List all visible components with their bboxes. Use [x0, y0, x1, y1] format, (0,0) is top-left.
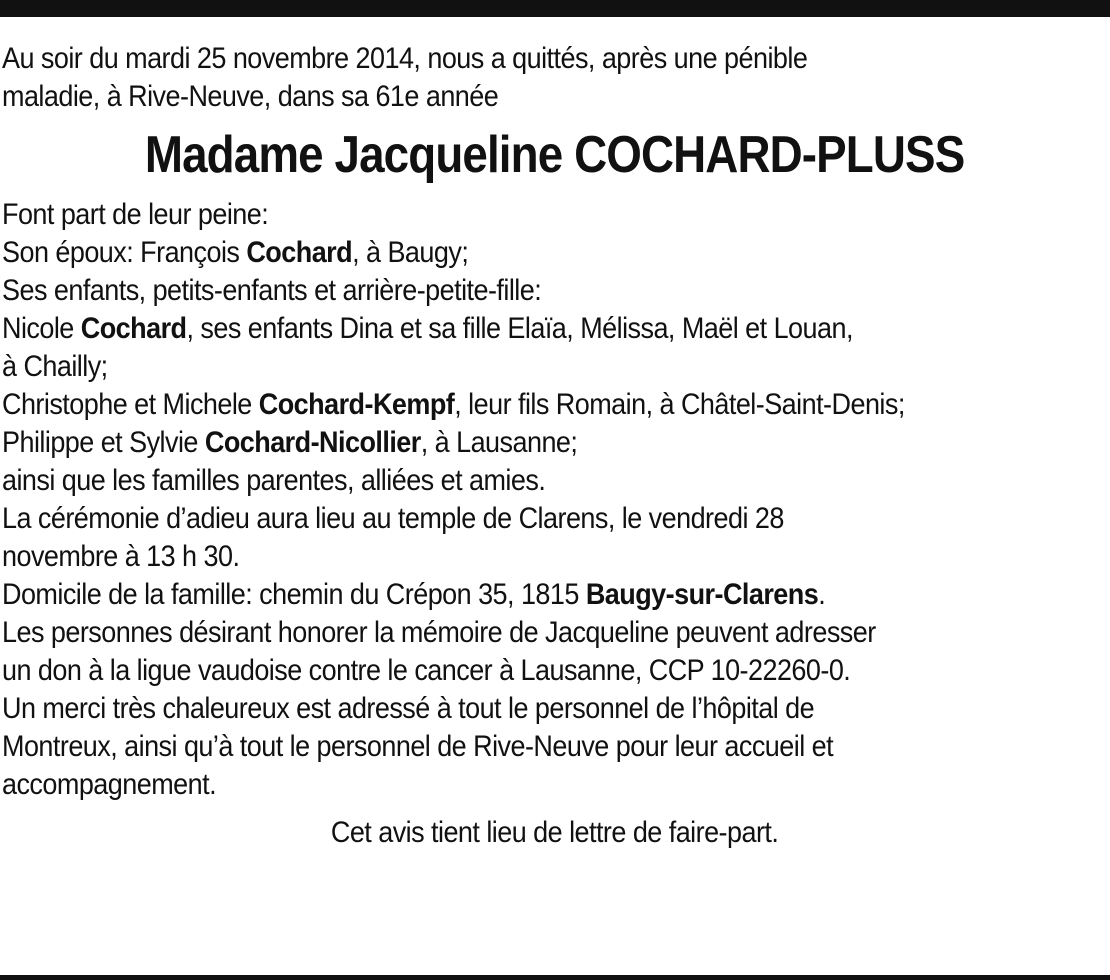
thanks-line-2: Montreux, ainsi qu’à tout le personnel de Rive-Neuve pour leur accueil et	[2, 730, 834, 763]
spouse-prefix: Son époux: François	[2, 236, 247, 269]
obituary-notice	[2, 40, 1108, 852]
ceremony-line-2: novembre à 13 h 30.	[2, 540, 240, 573]
child3-first: Philippe et Sylvie	[2, 426, 205, 459]
closing-note-row	[2, 814, 1108, 852]
domicile-line	[2, 576, 997, 614]
child2-rest: , leur fils Romain, à Châtel-Saint-Denis;	[454, 388, 905, 421]
domicile-prefix: Domicile de la famille: chemin du Crépon 35, 1815	[2, 578, 586, 611]
intro-line-2: maladie, à Rive-Neuve, dans sa 61e année	[2, 80, 499, 113]
spouse-suffix: , à Baugy;	[352, 236, 469, 269]
spouse-surname: Cochard	[246, 236, 353, 269]
child1-line-2: à Chailly;	[2, 350, 108, 383]
child2-surname: Cochard-Kempf	[258, 388, 455, 421]
child3-rest: , à Lausanne;	[420, 426, 578, 459]
ceremony-line-1: La cérémonie d’adieu aura lieu au temple de Clarens, le vendredi 28	[2, 502, 784, 535]
donation-line-2: un don à la ligue vaudoise contre le cancer à Lausanne, CCP 10-22260-0.	[2, 654, 851, 687]
domicile-suffix: .	[818, 578, 826, 611]
top-border-rule	[0, 0, 1110, 17]
spouse-line	[2, 234, 997, 272]
thanks-line-3: accompagnement.	[2, 768, 217, 801]
child3-surname: Cochard-Nicollier	[204, 426, 421, 459]
child1-surname: Cochard	[80, 312, 187, 345]
child1-line-1	[2, 310, 997, 348]
child3-line	[2, 424, 997, 462]
closing-note: Cet avis tient lieu de lettre de faire-part.	[331, 816, 779, 849]
child1-first: Nicole	[2, 312, 81, 345]
deceased-name: Madame Jacqueline COCHARD-PLUSS	[145, 126, 965, 184]
intro-line-1: Au soir du mardi 25 novembre 2014, nous a quittés, après une pénible	[2, 42, 808, 75]
domicile-place: Baugy-sur-Clarens	[585, 578, 819, 611]
bottom-border-rule	[0, 975, 1110, 980]
children-heading: Ses enfants, petits-enfants et arrière-petite-fille:	[2, 274, 542, 307]
child2-first: Christophe et Michele	[2, 388, 259, 421]
donation-line-1: Les personnes désirant honorer la mémoire de Jacqueline peuvent adresser	[2, 616, 876, 649]
relatives-line: ainsi que les familles parentes, alliées et amies.	[2, 464, 546, 497]
family-heading: Font part de leur peine:	[2, 198, 269, 231]
deceased-name-heading	[2, 122, 1108, 188]
thanks-line-1: Un merci très chaleureux est adressé à tout le personnel de l’hôpital de	[2, 692, 815, 725]
child1-rest: , ses enfants Dina et sa fille Elaïa, Mélissa, Maël et Louan,	[186, 312, 853, 345]
child2-line	[2, 386, 997, 424]
